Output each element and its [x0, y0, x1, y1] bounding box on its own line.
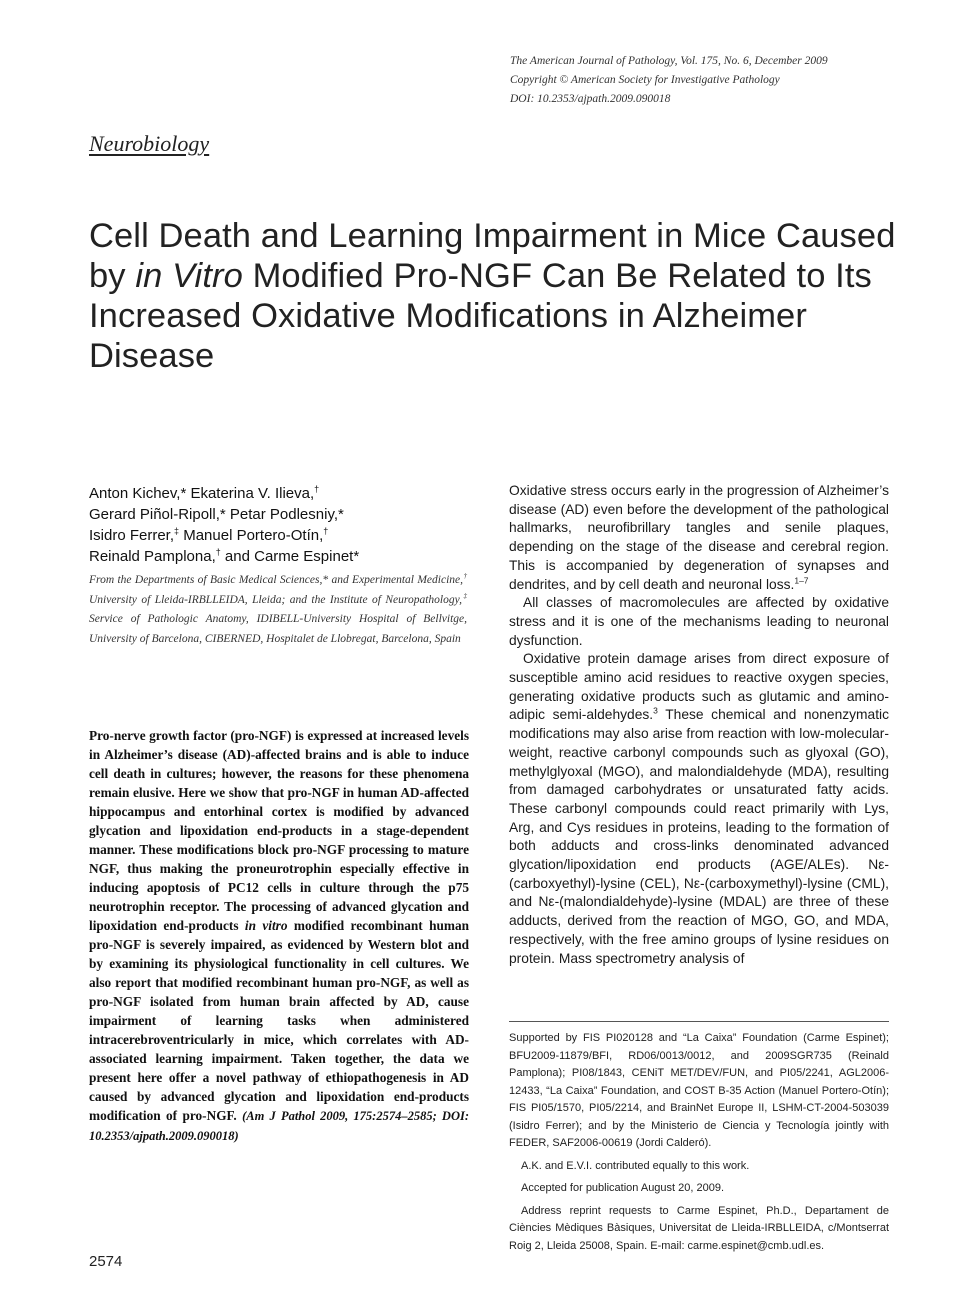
journal-copyright: Copyright © American Society for Investigative Pathology — [510, 74, 780, 86]
author-line: Reinald Pamplona,† and Carme Espinet* — [89, 547, 360, 565]
title-part-1: Cell Death and Learning Impairment in Mice Caused by — [89, 217, 896, 295]
paragraph: Oxidative protein damage arises from direct exposure of susceptible amino acid residues to reactive oxygen species, generating oxidative products such as glutamic and amino-adipic semi-aldehydes.$^3$ These chemical and nonenzymatic modifications may also arise from reaction with low-molecular-weight, reactive carbonyl compounds such as glyoxal (GO), methylglyoxal (MGO), and malondialdehyde (MDA), resulting from damaged carbohydrates or unsaturated fatty acids. These carbonyl compounds could react primarily with Lys, Arg, and Cys residues in proteins, leading to the formation of both adducts and cross-links denominated advanced glycation/lipoxidation end products (AGE/ALEs). Nε-(carboxyethyl)-lysine (CEL), Nε-(carboxymethyl)-lysine (CML), and Nε-(malondialdehyde)-lysine (MDAL) are three of these adducts, derived from the reaction of MGO, GO, and MDA, respectively, with the free amino groups of lysine residues on protein. Mass spectrometry analysis of — [509, 651, 889, 966]
journal-citation: The American Journal of Pathology, Vol. 175, No. 6, December 2009 — [510, 55, 828, 67]
paragraph: Oxidative stress occurs early in the progression of Alzheimer’s disease (AD) even before the development of the pathological hallmarks, neurofibrillary tangles and senile plaques, depending on the stage of the disease and cerebral region. This is accompanied by degeneration of synapses and dendrites, and by cell death and neuronal loss.$^{1-7}$ — [509, 483, 889, 592]
footnotes — [509, 1030, 889, 1260]
title-italic: in Vitro — [135, 257, 243, 295]
body-text — [509, 482, 889, 968]
title-part-2: Modified Pro-NGF Can Be Related to Its Increased Oxidative Modifications in Alzheimer Disease — [89, 257, 872, 375]
author-line: Gerard Piñol-Ripoll,* Petar Podlesniy,* — [89, 506, 344, 523]
section-label: Neurobiology — [89, 131, 210, 156]
accepted-footnote: Accepted for publication August 20, 2009. — [521, 1182, 725, 1194]
article-title — [89, 216, 919, 376]
funding-footnote: Supported by FIS PI020128 and “La Caixa” Foundation (Carme Espinet); BFU2009-11879/BFI, RD06/0013/0012, and 2009SGR735 (Reinald Pamplona); PI08/1843, CENiT MET/DEV/FUN, and PI05/2241, AGL2006-12433, “La Caixa” Foundation, and COST B-35 Action (Manuel Portero-Otín); FIS PI05/1570, PI05/2214, and BrainNet Europe II, LSHM-CT-2004-503039 (Isidro Ferrer); and by the Ministerio de Ciencia y Tecnología jointly with FEDER, SAF2006-00619 (Jordi Calderó). — [509, 1032, 889, 1149]
abstract-citation: (Am J Pathol 2009, 175:2574–2585; DOI: 10.2353/ajpath.2009.090018) — [89, 1109, 469, 1143]
journal-header — [510, 52, 930, 109]
equal-contribution-footnote: A.K. and E.V.I. contributed equally to this work. — [521, 1159, 750, 1172]
author-list — [89, 483, 489, 567]
reprint-footnote: Address reprint requests to Carme Espinet, Ph.D., Departament de Ciències Mèdiques Bàsiques, Universitat de Lleida-IRBLLEIDA, c/Montserrat Roig 2, Lleida 25008, Spain. E-mail: carme.espinet@cmb.udl.es. — [509, 1204, 889, 1252]
reference: 3 — [653, 705, 658, 716]
paragraph: All classes of macromolecules are affected by oxidative stress and it is one of the mechanisms leading to neuronal dysfunction. — [509, 595, 889, 648]
footnote-divider — [509, 1021, 889, 1022]
journal-doi: DOI: 10.2353/ajpath.2009.090018 — [510, 93, 671, 105]
author-line: Anton Kichev,* Ekaterina V. Ilieva,† — [89, 484, 320, 502]
abstract: Pro-nerve growth factor (pro-NGF) is expressed at increased levels in Alzheimer’s disease (AD)-affected brains and is able to induce cell death in cultures; however, the reasons for these phenomena remain elusive. Here we show that pro-NGF in human AD-affected hippocampus and entorhinal cortex is modified by advanced glycation and lipoxidation end-products in a stage-dependent manner. These modifications block pro-NGF processing to mature NGF, thus making the proneurotrophin especially effective in inducing apoptosis of PC12 cells in culture through the p75 neurotrophin receptor. The processing of advanced glycation and lipoxidation end-products in vitro modified recombinant human pro-NGF is severely impaired, as evidenced by Western blot and by examining its physiological functionality in cell cultures. We also report that modified recombinant human pro-NGF, as well as pro-NGF isolated from human brain affected by AD, cause impairment of learning tasks when administered intracerebroventricularly in mice, which correlates with AD-associated learning impairment. Taken together, the data we present here offer a novel pathway of ethiopathogenesis in AD caused by advanced glycation and lipoxidation end-products modification of pro-NGF. (Am J Pathol 2009, 175:2574–2585; DOI: 10.2353/ajpath.2009.090018) — [89, 728, 469, 1143]
reference: 1–7 — [794, 574, 809, 585]
affiliations: From the Departments of Basic Medical Sciences,* and Experimental Medicine,† University of Lleida-IRBLLEIDA, Lleida; and the Institute of Neuropathology,‡ Service of Pathologic Anatomy, IDIBELL-University Hospital of Bellvitge, University of Barcelona, CIBERNED, Hospitalet de Llobregat, Barcelona, Spain — [89, 572, 468, 645]
author-line: Isidro Ferrer,‡ Manuel Portero-Otín,† — [89, 526, 329, 544]
page-number: 2574 — [89, 1253, 123, 1270]
